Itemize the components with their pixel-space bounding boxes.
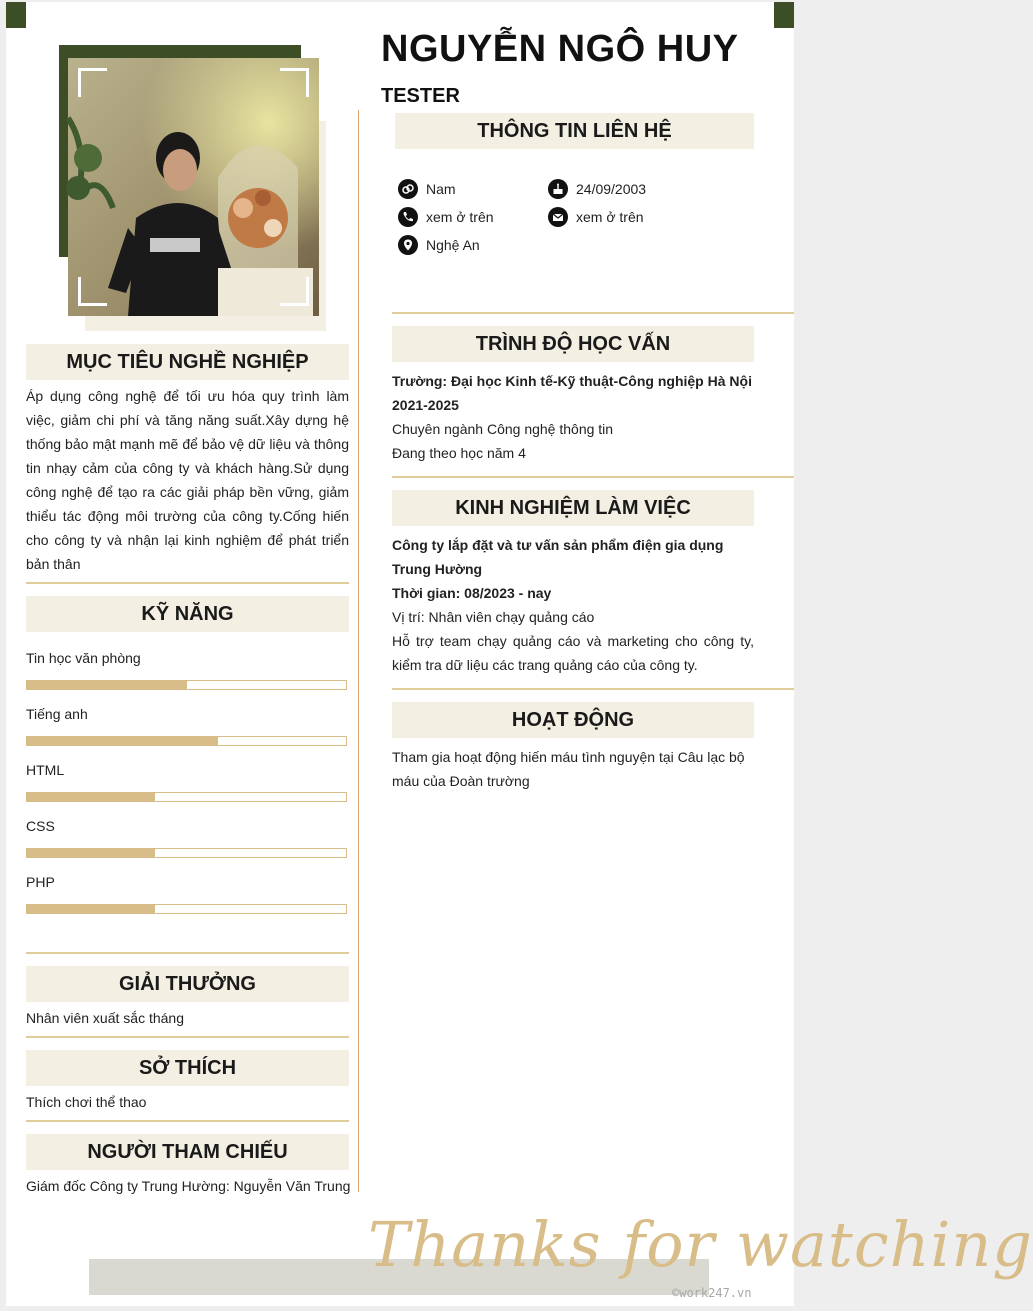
awards-text: Nhân viên xuất sắc tháng bbox=[26, 1010, 184, 1026]
skill-bar bbox=[26, 848, 347, 858]
gender-icon bbox=[398, 179, 418, 199]
phone-icon bbox=[398, 207, 418, 227]
skill-bar bbox=[26, 904, 347, 914]
photo-corner-bracket bbox=[78, 68, 107, 97]
contact-phone[interactable] bbox=[398, 207, 494, 227]
experience-period: Thời gian: 08/2023 - nay bbox=[392, 585, 552, 601]
experience-company: Công ty lắp đặt và tư vấn sản phẩm điện gia dụng Trung Hường bbox=[392, 537, 724, 577]
section-divider bbox=[392, 688, 794, 690]
photo-corner-bracket bbox=[280, 68, 309, 97]
skills-heading: KỸ NĂNG bbox=[26, 596, 349, 632]
section-divider bbox=[392, 312, 794, 314]
experience-description: Hỗ trợ team chạy quảng cáo và marketing cho công ty, kiểm tra dữ liệu các trang quảng cáo của công ty. bbox=[392, 633, 754, 673]
candidate-name: NGUYỄN NGÔ HUY bbox=[381, 28, 739, 70]
skill-name: PHP bbox=[26, 874, 55, 890]
contact-gender bbox=[398, 179, 456, 199]
objective-text: Áp dụng công nghệ để tối ưu hóa quy trình làm việc, giảm chi phí và tăng năng suất.Xây dựng hệ thống bảo mật mạnh mẽ để bảo vệ dữ liệu và thông tin nhạy cảm của công ty và khách hàng.Sử dụng công nghệ để tạo ra các giải pháp bền vững, giảm thiểu tác động môi trường của công ty.Cống hiến cho công ty và nhận lại kinh nghiệm để phát triển bản thân bbox=[26, 388, 349, 572]
skill-bar bbox=[26, 680, 347, 690]
activities-heading: HOẠT ĐỘNG bbox=[392, 702, 754, 738]
contact-location-value: Nghệ An bbox=[426, 237, 480, 253]
experience-position: Vị trí: Nhân viên chạy quảng cáo bbox=[392, 609, 595, 625]
hobbies-heading: SỞ THÍCH bbox=[26, 1050, 349, 1086]
activities-text: Tham gia hoạt động hiến máu tình nguyện tại Câu lạc bộ máu của Đoàn trường bbox=[392, 749, 745, 789]
photo-corner-bracket bbox=[78, 277, 107, 306]
profile-photo bbox=[68, 58, 319, 316]
references-text: Giám đốc Công ty Trung Hường: Nguyễn Văn Trung bbox=[26, 1178, 351, 1194]
contact-phone-value: xem ở trên bbox=[426, 209, 494, 225]
contact-location bbox=[398, 235, 480, 255]
section-divider bbox=[26, 952, 349, 954]
section-divider bbox=[26, 1036, 349, 1038]
skill-bar bbox=[26, 736, 347, 746]
contact-email[interactable] bbox=[548, 207, 644, 227]
location-icon bbox=[398, 235, 418, 255]
contact-birthday bbox=[548, 179, 646, 199]
watermark: ©work247.vn bbox=[672, 1286, 752, 1300]
objective-heading: MỤC TIÊU NGHỀ NGHIỆP bbox=[26, 344, 349, 380]
skill-bar-fill bbox=[27, 793, 155, 801]
section-divider bbox=[26, 1120, 349, 1122]
candidate-title: TESTER bbox=[381, 85, 460, 107]
section-divider bbox=[392, 476, 794, 478]
education-heading: TRÌNH ĐỘ HỌC VẤN bbox=[392, 326, 754, 362]
email-icon bbox=[548, 207, 568, 227]
skill-bar-fill bbox=[27, 737, 218, 745]
contact-heading: THÔNG TIN LIÊN HỆ bbox=[395, 113, 754, 149]
photo-corner-bracket bbox=[280, 277, 309, 306]
skill-bar bbox=[26, 792, 347, 802]
section-divider bbox=[26, 582, 349, 584]
education-school: Trường: Đại học Kinh tế-Kỹ thuật-Công nghiệp Hà Nội bbox=[392, 373, 752, 389]
education-period: 2021-2025 bbox=[392, 397, 459, 413]
awards-heading: GIẢI THƯỞNG bbox=[26, 966, 349, 1002]
education-major: Chuyên ngành Công nghệ thông tin bbox=[392, 421, 614, 437]
references-heading: NGƯỜI THAM CHIẾU bbox=[26, 1134, 349, 1170]
birthday-cake-icon bbox=[548, 179, 568, 199]
corner-decoration-right bbox=[774, 2, 794, 28]
corner-decoration-left bbox=[6, 2, 26, 28]
skill-bar-fill bbox=[27, 849, 155, 857]
skill-name: CSS bbox=[26, 818, 55, 834]
contact-birthday-value: 24/09/2003 bbox=[576, 181, 647, 197]
skill-name: Tin học văn phòng bbox=[26, 650, 141, 666]
hobbies-text: Thích chơi thể thao bbox=[26, 1094, 147, 1110]
contact-email-value: xem ở trên bbox=[576, 209, 644, 225]
skill-bar-fill bbox=[27, 681, 187, 689]
skill-name: HTML bbox=[26, 762, 65, 778]
skill-name: Tiếng anh bbox=[26, 706, 88, 722]
experience-heading: KINH NGHIỆM LÀM VIỆC bbox=[392, 490, 754, 526]
skill-bar-fill bbox=[27, 905, 155, 913]
contact-gender-value: Nam bbox=[426, 181, 456, 197]
cv-page bbox=[6, 2, 1033, 1306]
education-status: Đang theo học năm 4 bbox=[392, 445, 526, 461]
column-divider bbox=[358, 110, 359, 1192]
thanks-signature: Thanks for watching bbox=[368, 1208, 1033, 1281]
